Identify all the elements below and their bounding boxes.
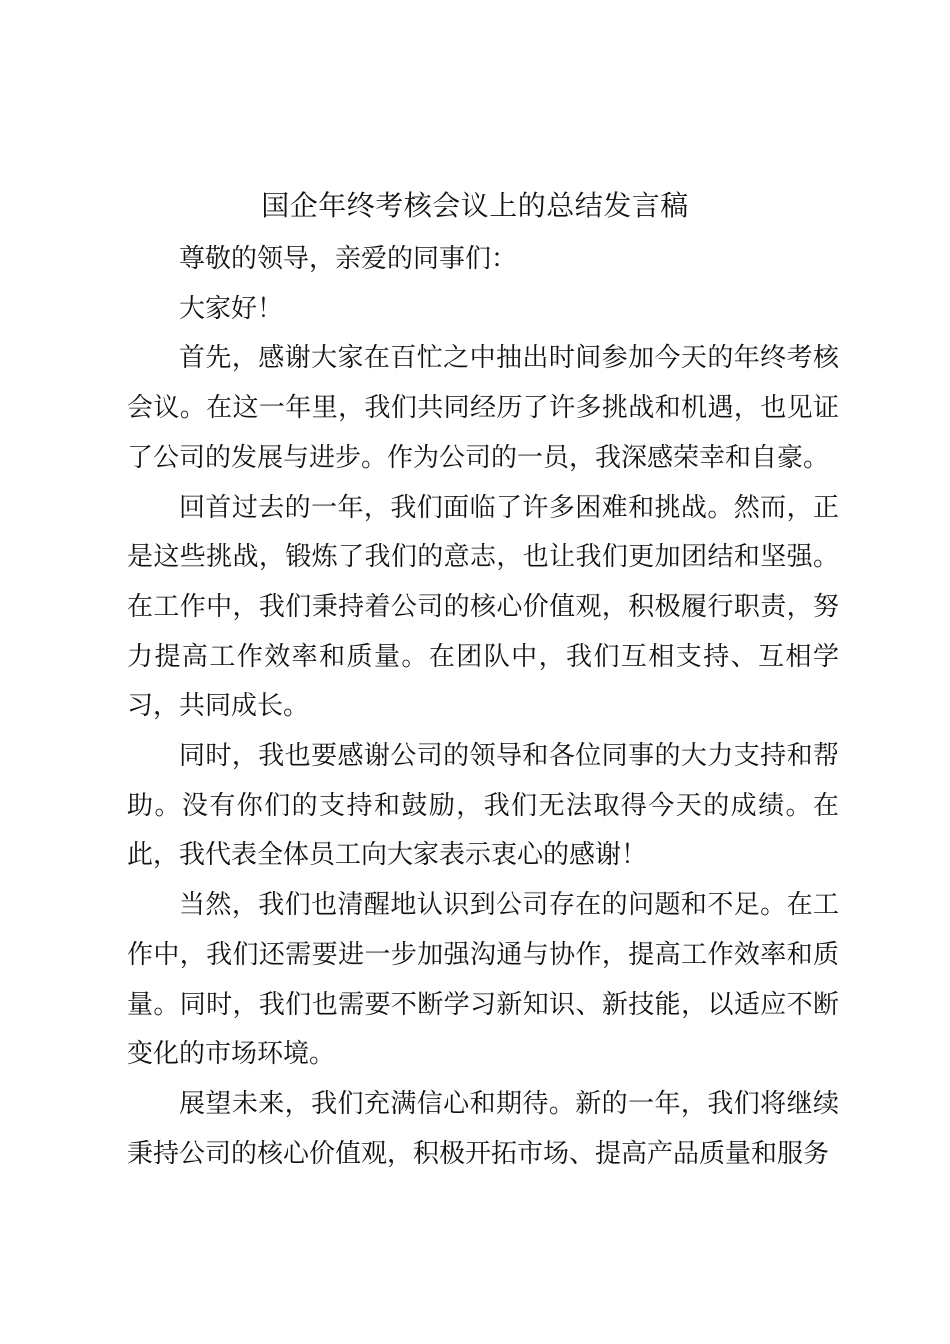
paragraph-gratitude: 同时，我也要感谢公司的领导和各位同事的大力支持和帮助。没有你们的支持和鼓励，我们无法取得今天的成绩。在此，我代表全体员工向大家表示衷心的感谢！ — [127, 741, 839, 871]
document-body — [127, 235, 839, 1179]
paragraph-greeting: 大家好！ — [179, 293, 284, 324]
paragraph-outlook: 展望未来，我们充满信心和期待。新的一年，我们将继续秉持公司的核心价值观，积极开拓市场、提高产品质量和服务 — [127, 1088, 839, 1169]
paragraph-thanks-opening: 首先，感谢大家在百忙之中抽出时间参加今天的年终考核会议。在这一年里，我们共同经历了许多挑战和机遇，也见证了公司的发展与进步。作为公司的一员，我深感荣幸和自豪。 — [127, 343, 839, 473]
paragraph-review: 回首过去的一年，我们面临了许多困难和挑战。然而，正是这些挑战，锻炼了我们的意志，也让我们更加团结和坚强。在工作中，我们秉持着公司的核心价值观，积极履行职责，努力提高工作效率和质量。在团队中，我们互相支持、互相学习，共同成长。 — [127, 492, 839, 722]
document-title: 国企年终考核会议上的总结发言稿 — [261, 189, 689, 222]
paragraph-salutation: 尊敬的领导，亲爱的同事们： — [179, 244, 518, 274]
paragraph-shortcomings: 当然，我们也清醒地认识到公司存在的问题和不足。在工作中，我们还需要进一步加强沟通与协作，提高工作效率和质量。同时，我们也需要不断学习新知识、新技能，以适应不断变化的市场环境。 — [127, 890, 839, 1070]
